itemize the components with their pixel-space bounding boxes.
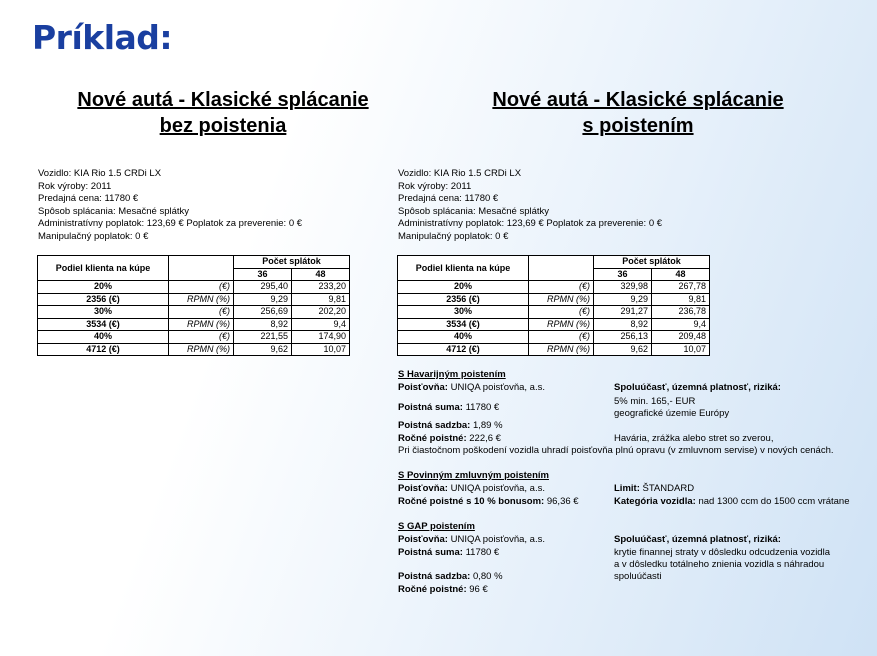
rate-label: Poistná sadzba: (398, 571, 471, 582)
table-row (398, 343, 710, 356)
info-line: Manipulačný poplatok: 0 € (398, 230, 509, 242)
table-blank-header (169, 256, 234, 281)
table-group-header: Počet splátok (234, 256, 350, 269)
gap-annual (398, 584, 488, 596)
table-cell: RPMN (%) (529, 318, 594, 331)
annual-label: Ročné poistné: (398, 433, 467, 444)
table-cell: 9,29 (234, 293, 292, 306)
insurer-value: UNIQA poisťovňa, a.s. (450, 382, 545, 393)
right-rates-table (397, 255, 710, 356)
insurer-label: Poisťovňa: (398, 534, 448, 545)
table-cell: 202,20 (292, 306, 350, 319)
gap-title-text: S GAP poistením (398, 521, 475, 532)
right-heading-line2: s poistením (582, 115, 694, 137)
table-row (38, 318, 350, 331)
limit-label: Limit: (614, 483, 640, 494)
table-cell: (€) (529, 281, 594, 294)
table-cell: 4712 (€) (38, 343, 169, 356)
table-cell: (€) (169, 281, 234, 294)
info-line: Predajná cena: 11780 € (38, 193, 139, 205)
povinne-category (614, 496, 850, 508)
table-cell: 2356 (€) (398, 293, 529, 306)
table-cell: 2356 (€) (38, 293, 169, 306)
table-term-header: 48 (652, 268, 710, 281)
slide-title: Príklad: (32, 18, 173, 57)
table-cell: 267,78 (652, 281, 710, 294)
table-group-header: Počet splátok (594, 256, 710, 269)
left-heading (43, 87, 403, 139)
havarijne-title: S Havarijným poistením (398, 369, 506, 380)
table-col-header: Podiel klienta na kúpe (398, 256, 529, 281)
table-cell: (€) (169, 331, 234, 344)
sum-label: Poistná suma: (398, 402, 463, 413)
insurer-label: Poisťovňa: (398, 483, 448, 494)
info-line: Spôsob splácania: Mesačné splátky (38, 205, 190, 217)
table-cell: 295,40 (234, 281, 292, 294)
info-line: Spôsob splácania: Mesačné splátky (398, 205, 550, 217)
table-cell: RPMN (%) (169, 343, 234, 356)
table-row (38, 306, 350, 319)
insurer-label: Poisťovňa: (398, 382, 448, 393)
risks-label: Spoluúčasť, územná platnosť, riziká: (614, 382, 781, 393)
insurer-value: UNIQA poisťovňa, a.s. (450, 534, 545, 545)
table-cell: 256,69 (234, 306, 292, 319)
table-cell: 30% (38, 306, 169, 319)
category-label: Kategória vozidla: (614, 496, 696, 507)
table-cell: 9,29 (594, 293, 652, 306)
table-cell: RPMN (%) (169, 318, 234, 331)
table-cell: 233,20 (292, 281, 350, 294)
table-row (398, 281, 710, 294)
info-line: Administratívny poplatok: 123,69 € Poplatok za preverenie: 0 € (398, 218, 663, 230)
rate-value: 1,89 % (472, 420, 503, 431)
havarijne-annual (398, 433, 501, 445)
table-col-header: Podiel klienta na kúpe (38, 256, 169, 281)
table-cell: 256,13 (594, 331, 652, 344)
table-row (398, 331, 710, 344)
table-row (38, 293, 350, 306)
table-row (38, 281, 350, 294)
table-cell: 10,07 (652, 343, 710, 356)
gap-insurer (398, 534, 545, 546)
table-cell: 291,27 (594, 306, 652, 319)
gap-title (398, 521, 475, 533)
povinne-insurer (398, 483, 545, 495)
rate-label: Poistná sadzba: (398, 420, 471, 431)
povinne-title (398, 470, 549, 482)
info-line: Rok výroby: 2011 (398, 180, 472, 192)
table-cell: 221,55 (234, 331, 292, 344)
table-cell: 329,98 (594, 281, 652, 294)
annual-value: 96 € (469, 584, 488, 595)
table-cell: (€) (529, 331, 594, 344)
table-cell: 20% (398, 281, 529, 294)
table-cell: (€) (169, 306, 234, 319)
insurer-value: UNIQA poisťovňa, a.s. (450, 483, 545, 494)
left-heading-line2: bez poistenia (159, 115, 287, 137)
sum-label: Poistná suma: (398, 547, 463, 558)
info-line: Vozidlo: KIA Rio 1.5 CRDi LX (398, 168, 522, 179)
table-cell: 9,81 (652, 293, 710, 306)
risks-line: a v dôsledku totálneho znienia vozidla s náhradou (614, 559, 825, 570)
table-term-header: 36 (594, 268, 652, 281)
left-vehicle-info (38, 168, 302, 244)
table-cell: RPMN (%) (529, 343, 594, 356)
table-cell: 9,81 (292, 293, 350, 306)
povinne-annual (398, 496, 579, 508)
table-term-header: 36 (234, 268, 292, 281)
sum-value: 11780 € (465, 547, 500, 558)
annual-label: Ročné poistné: (398, 584, 467, 595)
povinne-title-text: S Povinným zmluvným poistením (398, 470, 549, 481)
table-cell: RPMN (%) (169, 293, 234, 306)
sum-value: 11780 € (465, 402, 500, 413)
table-cell: 40% (38, 331, 169, 344)
info-line: Administratívny poplatok: 123,69 € Poplatok za preverenie: 0 € (38, 218, 303, 230)
table-cell: 8,92 (594, 318, 652, 331)
risks-label: Spoluúčasť, územná platnosť, riziká: (614, 534, 781, 545)
havarijne-note: Pri čiastočnom poškodení vozidla uhradí poisťovňa plnú opravu (v zmluvnom servise) v nových cenách. (398, 445, 834, 456)
table-cell: 20% (38, 281, 169, 294)
table-cell: 3534 (€) (398, 318, 529, 331)
rate-value: 0,80 % (472, 571, 503, 582)
info-line: Manipulačný poplatok: 0 € (38, 230, 149, 242)
table-row (398, 293, 710, 306)
risks-line: 5% min. 165,- EUR (614, 396, 696, 407)
table-cell: 236,78 (652, 306, 710, 319)
table-cell: (€) (529, 306, 594, 319)
table-cell: 8,92 (234, 318, 292, 331)
table-cell: 9,4 (652, 318, 710, 331)
limit-value: ŠTANDARD (642, 483, 695, 494)
risks-line: krytie finannej straty v dôsledku odcudzenia vozidla (614, 547, 830, 558)
gap-rate (398, 571, 503, 583)
annual-value: 222,6 € (469, 433, 501, 444)
table-cell: 9,4 (292, 318, 350, 331)
table-term-header: 48 (292, 268, 350, 281)
table-row (398, 318, 710, 331)
gap-risks (614, 534, 830, 583)
table-cell: 40% (398, 331, 529, 344)
table-cell: 209,48 (652, 331, 710, 344)
right-heading (458, 87, 818, 139)
table-cell: 4712 (€) (398, 343, 529, 356)
left-heading-line1: Nové autá - Klasické splácanie (77, 89, 369, 111)
havarijne-section (398, 369, 506, 381)
table-row (38, 343, 350, 356)
right-vehicle-info (398, 168, 662, 244)
info-line: Rok výroby: 2011 (38, 180, 112, 192)
table-cell: 3534 (€) (38, 318, 169, 331)
table-cell: RPMN (%) (529, 293, 594, 306)
table-row (398, 306, 710, 319)
category-value: nad 1300 ccm do 1500 ccm vrátane (698, 496, 850, 507)
risks-line: spoluúčasti (614, 571, 662, 582)
left-rates-table (37, 255, 350, 356)
havarijne-risk-extra: Havária, zrážka alebo stret so zverou, (614, 433, 774, 444)
table-row (38, 331, 350, 344)
info-line: Predajná cena: 11780 € (398, 193, 499, 205)
havarijne-rate (398, 420, 503, 432)
havarijne-risks (614, 382, 781, 420)
table-cell: 174,90 (292, 331, 350, 344)
annual-value: 96,36 € (546, 496, 579, 507)
info-line: Vozidlo: KIA Rio 1.5 CRDi LX (38, 168, 162, 179)
risks-line: geografické územie Európy (614, 408, 730, 419)
povinne-limit (614, 483, 694, 495)
table-cell: 9,62 (594, 343, 652, 356)
table-blank-header (529, 256, 594, 281)
havarijne-sum (398, 402, 499, 414)
table-cell: 30% (398, 306, 529, 319)
table-cell: 10,07 (292, 343, 350, 356)
annual-label: Ročné poistné s 10 % bonusom: (398, 496, 545, 507)
table-cell: 9,62 (234, 343, 292, 356)
gap-sum (398, 547, 499, 559)
right-heading-line1: Nové autá - Klasické splácanie (492, 89, 784, 111)
havarijne-insurer (398, 382, 545, 394)
